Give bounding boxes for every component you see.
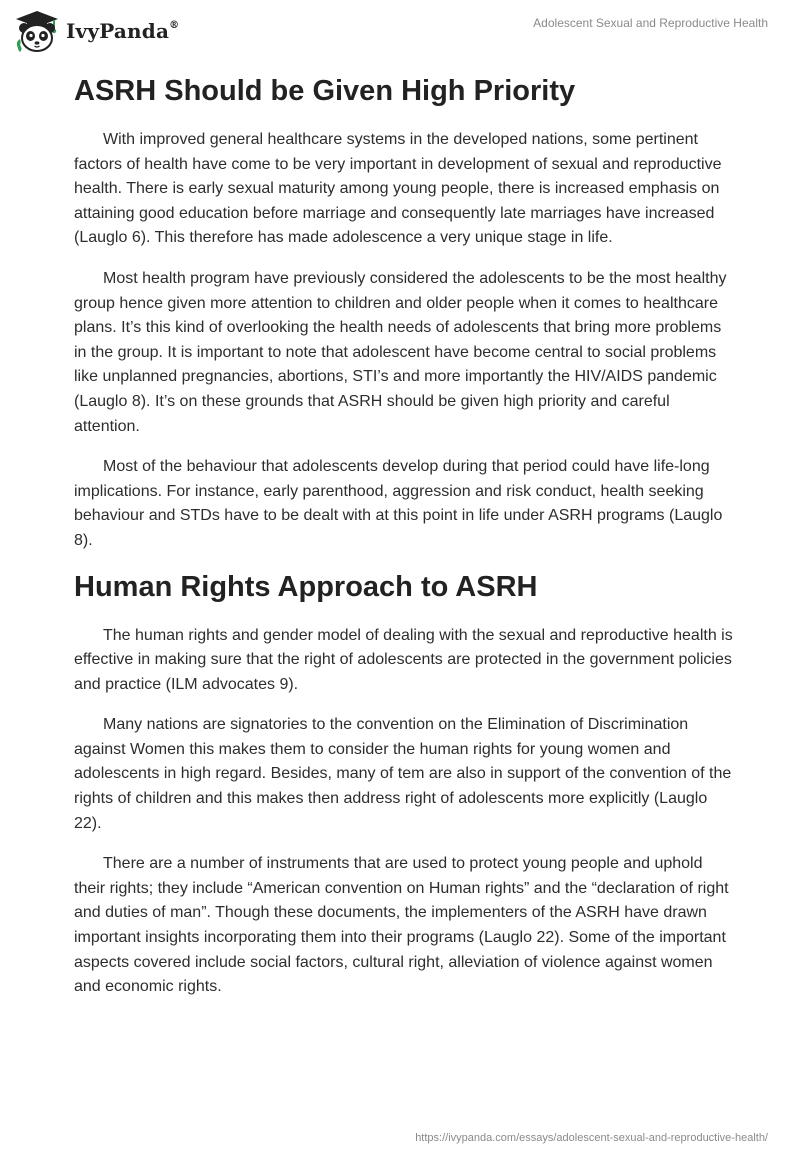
paragraph: Most health program have previously considered the adolescents to be the most healthy group hence given more attention to children and older people when it comes to healthcare plans. It’s this kind of overlooking the health needs of adolescents that bring more problems in the group. It is important to note that adolescent have become central to social problems like unplanned pregnancies, abortions, STI’s and more importantly the HIV/AIDS pandemic (Lauglo 8). It’s on these grounds that ASRH should be given high priority and careful attention.	[74, 269, 727, 435]
paragraph: Most of the behaviour that adolescents develop during that period could have life-long implications. For instance, early parenthood, aggression and risk conduct, health seeking behaviour and STDs have to be dealt with at this point in life under ASRH programs (Lauglo 8).	[74, 458, 723, 549]
essay-body	[74, 74, 734, 1016]
document-title: Adolescent Sexual and Reproductive Health	[533, 16, 768, 30]
brand-name: IvyPanda®	[66, 19, 180, 43]
panda-graduate-icon	[14, 8, 60, 54]
paragraph: There are a number of instruments that are used to protect young people and uphold their rights; they include “American convention on Human rights” and the “declaration of right and duties of man”. Though these documents, the implementers of the ASRH have drawn important insights incorporating them into their programs (Lauglo 22). Some of the important aspects covered include social factors, cultural right, alleviation of violence against women and economic rights.	[74, 855, 729, 996]
registered-mark: ®	[169, 20, 180, 32]
section-heading: ASRH Should be Given High Priority	[74, 75, 576, 107]
page-header	[0, 0, 800, 64]
paragraph: Many nations are signatories to the convention on the Elimination of Discrimination against Women this makes them to consider the human rights for young women and adolescents in high regard. Besides, many of tem are also in support of the convention of the rights of children and this makes then address right of adolescents more explicitly (Lauglo 22).	[74, 716, 732, 832]
source-url[interactable]: https://ivypanda.com/essays/adolescent-sexual-and-reproductive-health/	[415, 1132, 768, 1144]
section-heading: Human Rights Approach to ASRH	[74, 570, 538, 603]
paragraph: With improved general healthcare systems in the developed nations, some pertinent factors of health have come to be very important in development of sexual and reproductive health. There is early sexual maturity among young people, there is increased emphasis on attaining good education before marriage and consequently late marriages have increased (Lauglo 6). This therefore has made adolescence a very unique stage in life.	[74, 131, 722, 247]
paragraph: The human rights and gender model of dealing with the sexual and reproductive health is effective in making sure that the right of adolescents are protected in the government policies and practice (ILM advocates 9).	[74, 626, 733, 693]
ivypanda-logo[interactable]	[14, 8, 179, 54]
